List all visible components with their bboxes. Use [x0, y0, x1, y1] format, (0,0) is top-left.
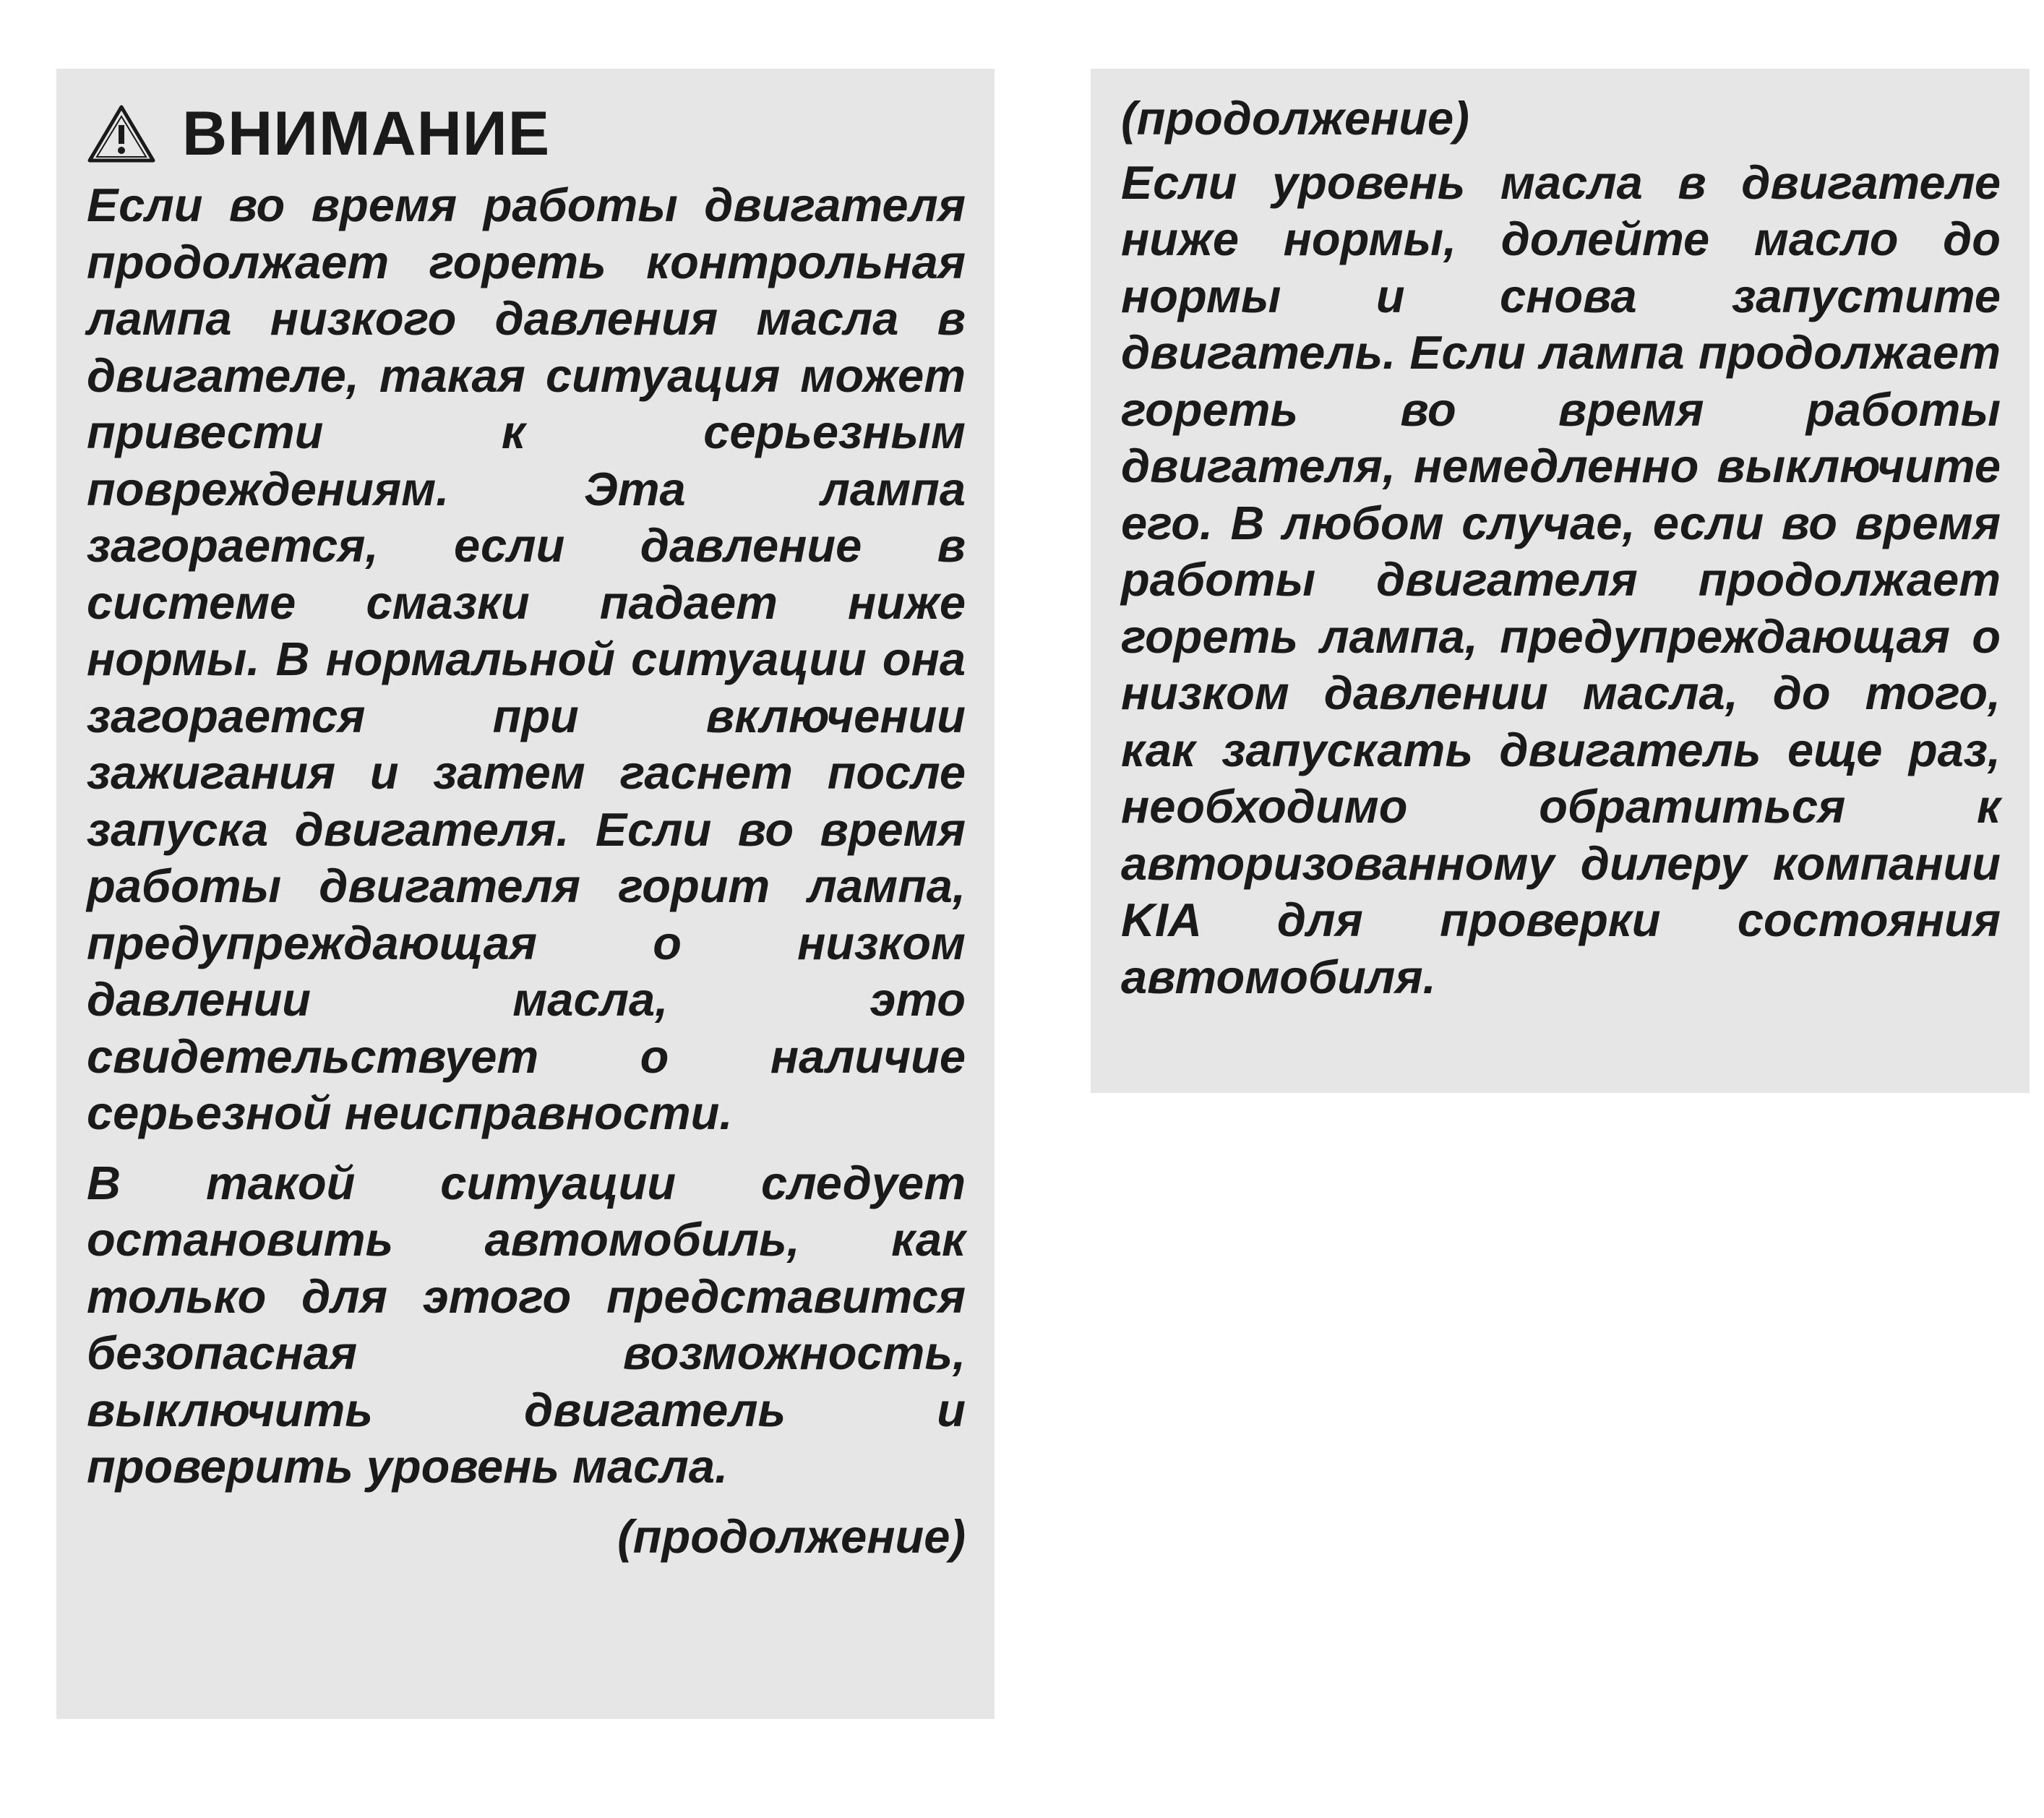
warning-paragraph-1: Если во время работы двигателя продолжает гореть контрольная лампа низкого давления масла в двигателе, такая ситуация может привести к серьезным повреждениям. Эта лампа загорается, если давление в системе смазки падает ниже нормы. В нормальной ситуации она загорается при включении зажигания и затем гаснет после запуска двигателя. Если во время работы двигателя горит лампа, предупреждающая о низком давлении масла, это свидетельствует о наличие серьезной неисправности. [87, 179, 966, 1139]
warning-title: ВНИМАНИЕ [182, 99, 551, 168]
continued-label-top: (продолжение) [1121, 92, 1469, 145]
warning-triangle-icon [87, 103, 156, 164]
warning-heading [87, 98, 966, 170]
continued-label-bottom: (продолжение) [617, 1509, 966, 1563]
warning-paragraph-2: В такой ситуации следует остановить автомобиль, как только для этого представится безопасная возможность, выключить двигатель и проверить уровень масла. [87, 1156, 966, 1493]
warning-panel-left [56, 69, 995, 1719]
warning-paragraph-3: Если уровень масла в двигателе ниже нормы, долейте масло до нормы и снова запустите двигатель. Если лампа продолжает гореть во время работы двигателя, немедленно выключите его. В любом случае, если во время работы двигателя продолжает гореть лампа, предупреждающая о низком давлении масла, до того, как запускать двигатель еще раз, необходимо обратиться к авторизованному дилеру компании KIA для проверки состояния автомобиля. [1121, 155, 2001, 1003]
warning-panel-right [1091, 69, 2030, 1093]
